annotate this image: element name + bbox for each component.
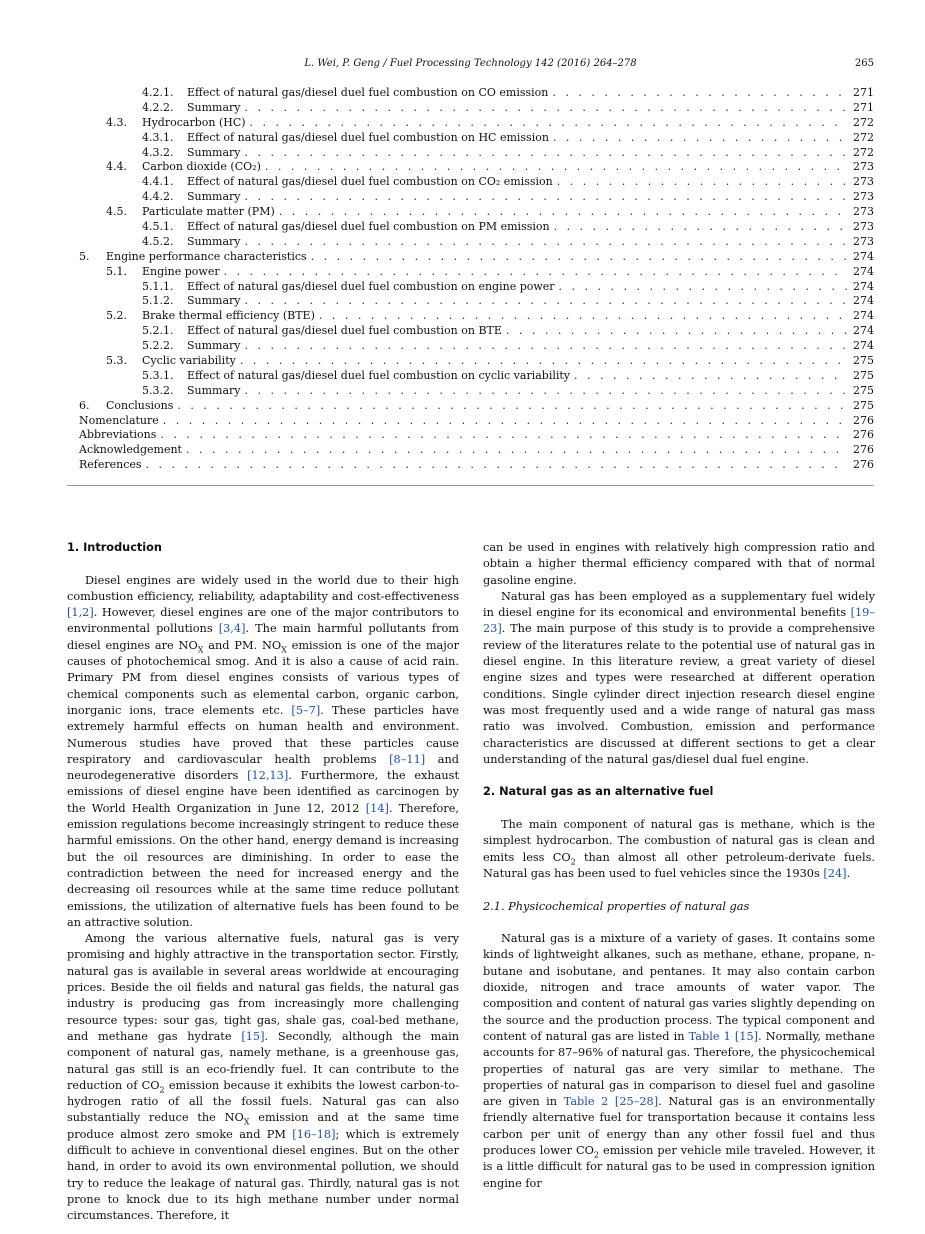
toc-entry-title: Effect of natural gas/diesel duel fuel combustion on BTE (187, 324, 502, 338)
toc-leader-dots (279, 205, 848, 220)
paragraph: Diesel engines are widely used in the world due to their high combustion efficiency, reliability, adaptability and cost-effectiveness [1,2]. However, diesel engines are one of the major contributors to environmental pollutions [3,4]. The main harmful pollutants from diesel engines are $NO_X$ and PM. $NO_X$ emission is one of the major causes of photochemical smog. And it is also a cause of acid rain. Primary PM from diesel engines consists of various types of chemical components such as elemental carbon, organic carbon, inorganic ions, trace elements etc. [5–7]. These particles have extremely harmful effects on human health and environment. Numerous studies have proved that these particles cause respiratory and cardiovascular health problems [8–11] and neurodegenerative disorders [12,13]. Furthermore, the exhaust emissions of diesel engine have been identified as carcinogen by the World Health Organization in June 12, 2012 [14]. Therefore, emission regulations become increasingly stringent to reduce these harmful emissions. On the other hand, energy demand is increasing but the oil resources are diminishing. In order to ease the contradiction between the need for increased energy and the decreasing oil resources while at the same time reduce pollutant emissions, the utilization of alternative fuels has been found to be an attractive solution. (67, 573, 460, 929)
paragraph: can be used in engines with relatively high compression ratio and obtain a higher thermal efficiency compared with that of normal gasoline engine. (483, 541, 875, 587)
toc-leader-dots (552, 86, 848, 101)
toc-leader-dots (557, 175, 848, 190)
toc-entry-number: 5.1.1. (142, 279, 174, 293)
toc-entry-title: Effect of natural gas/diesel duel fuel combustion on HC emission (187, 130, 549, 144)
toc-entry-title: Effect of natural gas/diesel duel fuel combustion on PM emission (187, 220, 550, 234)
toc-entry-page: 274 (853, 264, 874, 278)
toc-entry[interactable] (79, 160, 874, 175)
paragraph: Natural gas is a mixture of a variety of gases. It contains some kinds of lightweight alkanes, such as methane, ethane, propane, n-butane and isobutane, and pentanes. It may also contain carbon dioxide, nitrogen and trace amounts of water vapor. The composition and content of natural gas varies slightly depending on the source and the production process. The typical component and content of natural gas are listed in Table 1 [15]. Normally, methane accounts for 87–96% of natural gas. Therefore, the physicochemical properties of natural gas are very similar to methane. The properties of natural gas in comparison to diesel fuel and gasoline are given in Table 2 [25–28]. Natural gas is an environmentally friendly alternative fuel for transportation because it contains less carbon per unit of energy than any other fossil fuel and thus produces lower $CO_2$ emission per vehicle mile traveled. However, it is a little difficult for natural gas to be used in compression ignition engine for (483, 932, 876, 1190)
toc-entry-page: 276 (853, 443, 874, 457)
toc-entry-page: 272 (853, 130, 874, 144)
toc-entry-title: Summary (187, 100, 241, 114)
page-number: 265 (854, 58, 874, 69)
toc-entry-title: Engine performance characteristics (106, 249, 307, 263)
toc-entry-number: 4.5.1. (142, 220, 174, 234)
toc-entry-page: 276 (853, 413, 874, 427)
toc-entry[interactable] (79, 220, 874, 235)
paragraph: The main component of natural gas is methane, which is the simplest hydrocarbon. The combustion of natural gas is clean and emits less $CO_2$ than almost all other petroleum-derivate fuels. Natural gas has been used to fuel vehicles since the 1930s [24]. (483, 818, 875, 880)
running-header (67, 58, 874, 72)
left-column (67, 540, 459, 1224)
citation-link[interactable]: [19–23] (483, 606, 875, 636)
toc-entry-number: 6. (79, 398, 90, 412)
toc-entry-page: 276 (853, 428, 874, 442)
table-of-contents (79, 86, 874, 473)
toc-entry-number: 5.1. (106, 264, 127, 278)
toc-leader-dots (186, 443, 848, 458)
toc-leader-dots (245, 101, 848, 116)
toc-leader-dots (245, 339, 848, 354)
toc-entry-page: 273 (853, 175, 874, 189)
subsection-heading: 2.1. Physicochemical properties of natural gas (483, 899, 750, 913)
toc-entry-number: 4.4. (106, 160, 127, 174)
toc-leader-dots (245, 146, 848, 161)
right-column (483, 540, 875, 1192)
toc-entry-page: 274 (853, 324, 874, 338)
toc-leader-dots (506, 324, 848, 339)
toc-entry[interactable] (79, 175, 874, 190)
toc-leader-dots (224, 265, 848, 280)
toc-entry[interactable] (79, 146, 874, 161)
toc-leader-dots (146, 458, 848, 473)
toc-entry[interactable] (79, 399, 874, 414)
toc-entry-page: 274 (853, 294, 874, 308)
toc-entry-page: 271 (853, 100, 874, 114)
toc-entry[interactable] (79, 369, 874, 384)
toc-entry-title: Summary (187, 234, 241, 248)
toc-entry-page: 274 (853, 279, 874, 293)
toc-entry-number: 4.3. (106, 115, 127, 129)
toc-entry[interactable] (79, 86, 874, 101)
toc-leader-dots (163, 414, 848, 429)
toc-entry-number: 5. (79, 249, 90, 263)
toc-entry[interactable] (79, 428, 874, 443)
toc-entry-title: Summary (187, 339, 241, 353)
toc-entry[interactable] (79, 458, 874, 473)
toc-entry-page: 274 (853, 309, 874, 323)
citation-link[interactable]: Table 1 [15] (688, 1029, 759, 1043)
toc-divider (67, 485, 874, 486)
toc-entry-title: Engine power (142, 264, 220, 278)
toc-leader-dots (559, 280, 848, 295)
toc-entry-number: 5.3. (106, 354, 127, 368)
toc-entry-number: 4.4.2. (142, 190, 174, 204)
toc-entry[interactable] (79, 235, 874, 250)
toc-entry-page: 275 (853, 398, 874, 412)
toc-leader-dots (245, 294, 848, 309)
toc-leader-dots (245, 384, 848, 399)
toc-leader-dots (553, 131, 848, 146)
citation-link[interactable]: [8–11] (389, 752, 426, 766)
toc-leader-dots (245, 190, 848, 205)
citation-link[interactable]: Table 2 [25–28] (563, 1095, 659, 1109)
toc-entry-title: Summary (187, 190, 241, 204)
toc-entry-number: 4.5. (106, 205, 127, 219)
toc-entry-title: Hydrocarbon (HC) (142, 115, 246, 129)
toc-entry-number: 4.2.2. (142, 100, 174, 114)
toc-entry-title: Summary (187, 294, 241, 308)
toc-entry-title: Nomenclature (79, 413, 159, 427)
citation-link[interactable]: [14] (365, 801, 389, 815)
toc-entry-title: Effect of natural gas/diesel duel fuel combustion on engine power (187, 279, 555, 293)
toc-entry-page: 272 (853, 145, 874, 159)
toc-entry[interactable] (79, 309, 874, 324)
toc-entry[interactable] (79, 294, 874, 309)
toc-entry-number: 5.3.1. (142, 368, 174, 382)
toc-entry-page: 274 (853, 249, 874, 263)
running-title: L. Wei, P. Geng / Fuel Processing Technology 142 (2016) 264–278 (304, 58, 637, 69)
toc-entry-page: 273 (853, 234, 874, 248)
toc-entry-title: Effect of natural gas/diesel duel fuel combustion on CO₂ emission (187, 175, 553, 189)
toc-leader-dots (160, 428, 848, 443)
toc-entry-title: Acknowledgement (79, 443, 182, 457)
toc-entry-title: References (79, 458, 142, 472)
toc-leader-dots (265, 160, 848, 175)
toc-leader-dots (250, 116, 848, 131)
toc-entry-number: 5.1.2. (142, 294, 174, 308)
paragraph: Natural gas has been employed as a supplementary fuel widely in diesel engine for its economical and environmental benefits [19–23]. The main purpose of this study is to provide a comprehensive review of the literatures relate to the potential use of natural gas in diesel engine. In this literature review, a great variety of diesel engine sizes and types were researched at different operation conditions. Single cylinder direct injection research diesel engine was most frequently used and a wide range of natural gas mass ratio was involved. Combustion, emission and performance characteristics are discussed at different sections to get a clear understanding of the natural gas/diesel dual fuel engine. (483, 589, 875, 766)
citation-link[interactable]: [15] (241, 1029, 265, 1043)
citation-link[interactable]: [24] (823, 866, 847, 880)
toc-entry[interactable] (79, 384, 874, 399)
toc-leader-dots (245, 235, 848, 250)
toc-entry[interactable] (79, 265, 874, 280)
toc-entry-title: Summary (187, 383, 241, 397)
toc-entry[interactable] (79, 339, 874, 354)
toc-leader-dots (311, 250, 848, 265)
toc-entry-page: 273 (853, 220, 874, 234)
citation-link[interactable]: [1,2] (67, 606, 94, 620)
toc-entry-number: 4.4.1. (142, 175, 174, 189)
toc-entry-title: Brake thermal efficiency (BTE) (142, 309, 315, 323)
toc-entry-page: 273 (853, 190, 874, 204)
toc-entry-title: Particulate matter (PM) (142, 205, 275, 219)
toc-entry[interactable] (79, 131, 874, 146)
toc-entry-number: 5.2.2. (142, 339, 174, 353)
toc-entry[interactable] (79, 101, 874, 116)
toc-entry[interactable] (79, 280, 874, 295)
toc-entry-title: Cyclic variability (142, 354, 236, 368)
toc-entry-number: 4.3.2. (142, 145, 174, 159)
toc-entry-number: 5.2.1. (142, 324, 174, 338)
citation-link[interactable]: [5–7] (291, 703, 321, 717)
toc-entry-page: 275 (853, 383, 874, 397)
toc-entry-number: 4.5.2. (142, 234, 174, 248)
citation-link[interactable]: [12,13] (247, 769, 289, 783)
toc-entry[interactable] (79, 116, 874, 131)
toc-entry[interactable] (79, 443, 874, 458)
toc-entry-page: 275 (853, 354, 874, 368)
section-heading-introduction: 1. Introduction (67, 541, 162, 554)
toc-entry[interactable] (79, 324, 874, 339)
toc-leader-dots (177, 399, 848, 414)
toc-entry-page: 274 (853, 339, 874, 353)
toc-entry-page: 271 (853, 86, 874, 99)
toc-leader-dots (240, 354, 848, 369)
paragraph: Among the various alternative fuels, natural gas is very promising and highly attractive in the transportation sector. Firstly, natural gas is available in several areas worldwide at encouraging prices. Beside the oil fields and natural gas fields, the natural gas industry is producing gas from increasingly more challenging resource types: sour gas, tight gas, shale gas, coal-bed methane, and methane gas hydrate [15]. Secondly, although the main component of natural gas, namely methane, is a greenhouse gas, natural gas still is an eco-friendly fuel. It can contribute to the reduction of $CO_2$ emission because it exhibits the lowest carbon-to-hydrogen ratio of all the fossil fuels. Natural gas can also substantially reduce the $NO_X$ emission and at the same time produce almost zero smoke and PM [16–18]; which is extremely difficult to achieve in conventional diesel engines. But on the other hand, in order to avoid its own environmental pollution, we should try to reduce the leakage of natural gas. Thirdly, natural gas is not prone to knock due to its high methane number under normal circumstances. Therefore, it (67, 932, 460, 1223)
toc-entry[interactable] (79, 190, 874, 205)
toc-entry-title: Abbreviations (79, 428, 157, 442)
toc-entry-number: 4.2.1. (142, 86, 174, 99)
toc-entry-number: 4.3.1. (142, 130, 174, 144)
toc-entry[interactable] (79, 354, 874, 369)
toc-entry-number: 5.3.2. (142, 383, 174, 397)
toc-entry[interactable] (79, 205, 874, 220)
toc-entry-title: Carbon dioxide (CO₂) (142, 160, 261, 174)
toc-entry-page: 276 (853, 458, 874, 472)
citation-link[interactable]: [3,4] (218, 622, 246, 636)
section-heading-natural-gas: 2. Natural gas as an alternative fuel (483, 785, 714, 799)
toc-entry-title: Conclusions (106, 398, 174, 412)
toc-entry[interactable] (79, 250, 874, 265)
toc-entry-title: Effect of natural gas/diesel duel fuel combustion on cyclic variability (187, 368, 571, 382)
citation-link[interactable]: [16–18] (292, 1127, 336, 1141)
toc-entry-page: 275 (853, 368, 874, 382)
toc-entry-number: 5.2. (106, 309, 127, 323)
toc-leader-dots (574, 369, 848, 384)
toc-entry[interactable] (79, 414, 874, 429)
toc-entry-page: 273 (853, 160, 874, 174)
toc-leader-dots (554, 220, 848, 235)
toc-entry-title: Summary (187, 145, 241, 159)
toc-entry-page: 272 (853, 115, 874, 129)
toc-leader-dots (319, 309, 848, 324)
toc-entry-page: 273 (853, 205, 874, 219)
toc-entry-title: Effect of natural gas/diesel duel fuel combustion on CO emission (187, 86, 549, 99)
